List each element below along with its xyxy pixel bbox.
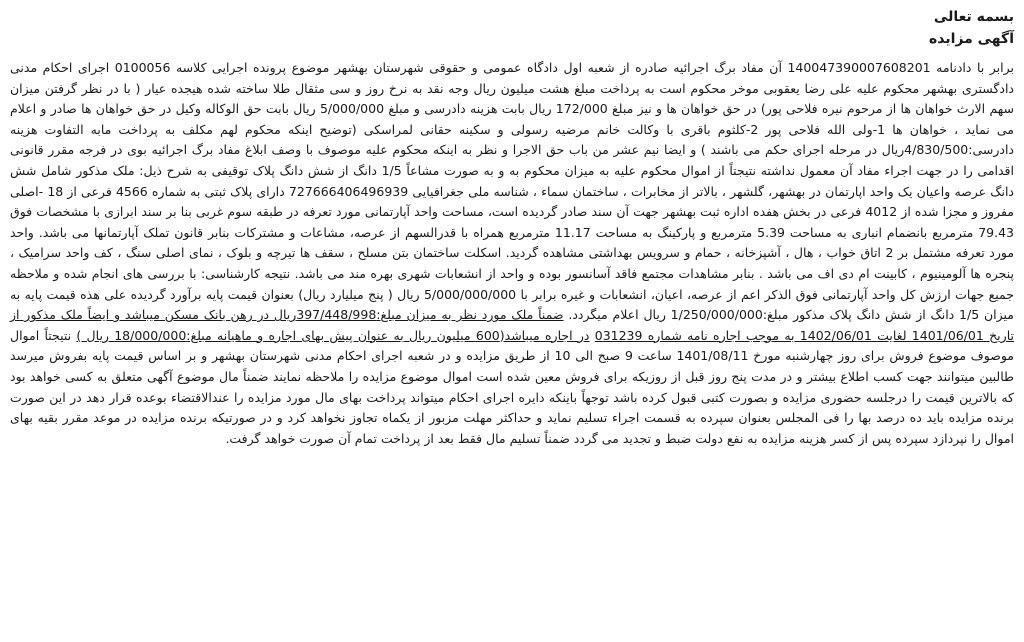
notice-body — [10, 58, 1014, 449]
invocation-heading: بسمه تعالی — [933, 9, 1014, 25]
notice-title: آگهی مزایده — [928, 31, 1014, 47]
body-part-1: برابر با دادنامه 140047390007608201 آن مفاد برگ اجرائیه صادره از شعبه اول دادگاه عمومی و حقوقی شهرستان بهشهر موضوع پرونده اجرایی کلاسه 0100056 اجرای احکام مدنی دادگستری بهشهر محکوم علیه علی رضا یعقوبی موخر محکوم است به پرداخت مبلغ هشت میلیون ریال وجه نقد به نرخ روز و سی مثقال طلا ساخته شده هیجده عیار ( با در نظر گرفتن میزان سهم الارث خواهان ها از مرحوم نیره فلاحی پور) در حق خواهان ها و نیز مبلغ 172/000 ریال بابت هزینه دادرسی و مبلغ 5/000/000 ریال بابت حق الوکاله وکیل در حق خواهان ها صادر و اعلام می نماید ، خواهان ها 1-ولی الله فلاحی پور 2-کلثوم باقری با وکالت خانم مرضیه رسولی و سکینه حقانی لمراسکی (توضیح اینکه محکوم لهم مکلف به پرداخت مابه التفاوت هزینه دادرسی:4/830/500ریال در مرحله اجرای حکم می باشند ) و ایضا نیم عشر من باب حق الاجرا و نظر به اینکه محکوم علیه موصوف با وصف ابلاغ مفاد برگ اجرائیه بوی در فرجه مقرر قانونی اقدامی را در جهت اجراء مفاد آن معمول نداشته نتیجتاً از اموال محکوم علیه به میزان محکوم به و به صورت مشاعاً 1/5 دانگ از شش دانگ پلاک توقیفی به شرح ذیل: ملک مذکور شامل شش دانگ عرصه واعیان یک واحد اپارتمان در بهشهر، گلشهر ، بالاتر از مخابرات ، ساختمان سماء ، شناسه ملی جغرافیایی 727666406496939 دارای پلاک ثبتی به شماره 4566 فرعی از 18 -اصلی مفروز و مجزا شده از 4012 فرعی در بخش هفده اداره ثبت بهشهر جهت آن سند صادر گردیده است، مساحت واحد آپارتمانی مورد تعرفه در طبقه سوم غربی بنا بر سند ابرازی با مشخصات فوق 79.43 مترمربع بانضمام انباری به مساحت 5.39 مترمربع و پارکینگ به مساحت 11.17 مترمربع همراه با قدرالسهم از عرصه، مشاعات و مشترکات بنابر قانون تملک آپارتمانها می باشد. واحد مورد تعرفه مشتمل بر 2 اتاق خواب ، هال ، آشپزخانه ، حمام و سرویس بهداشتی مشاهده گردید. اسکلت ساختمان بتن مسلح ، سقف ها تیرچه و بلوک ، نمای اصلی سنگ ، کف واحد سرامیک ، پنجره ها آلومینیوم ، کابینت ام دی اف می باشد . بنابر مشاهدات مجتمع فاقد آسانسور بوده و واحد از انشعابات شهری بهره مند می باشد. نتیجه کارشناسی: با بررسی های انجام شده و ملاحظه جمیع جهات ارزش کل واحد آپارتمانی فوق الذکر اعم از عرصه، اعیان، انشعابات و غیره برابر با 5/000/000/000 ریال ( پنج میلیارد ریال) بعنوان قیمت پایه برآورد گردیده علی هذه قیمت پایه به میزان 1/5 دانگ از شش دانگ پلاک مذکور مبلغ:1/250/000/000 ریال اعلام میگردد. — [10, 60, 1015, 323]
mortgage-lease-clause: ضمناً ملک مورد نظر به میزان مبلغ:397/448/998ریال در رهن بانک مسکن میباشد و ایضاً ملک مذکور از تاریخ 1401/06/01 لغایت 1402/06/01 به موجب اجاره نامه شماره 031239 — [10, 307, 1014, 343]
auction-terms: نتیجتاً اموال موصوف موضوع فروش برای روز چهارشنبه مورخ 1401/08/11 ساعت 9 صبح الی 10 از طریق مزایده و در شعبه اجرای احکام مدنی شهرستان بهشهر و بر اساس قیمت پایه بفروش میرسد طالبین میتوانند جهت کسب اطلاع بیشتر و در مدت پنج روز قبل از روزیکه برای فروش معین شده است اموال موضوع مزایده را ملاحظه نمایند ضمناً مال موضوع آگهی متعلق به کسی خواهد بود که بالاترین قیمت را درجلسه حضوری مزایده و بصورت کتبی قبول کرده باشد توجهاً باینکه دایره اجرای احکام میتواند پرداخت بهای مال مورد مزایده را عندالاقتضاء بوعده قرار دهد در این صورت برنده مزایده باید ده درصد بها را فی المجلس بعنوان سپرده به قسمت اجراء تسلیم نماید و حداکثر مهلت مزبور از یکماه تجاوز نخواهد کرد و در صورتیکه برنده مزایده در موعد مقرر بقیه بهای اموال را نپردازد سپرده پس از کسر هزینه مزایده به نفع دولت ضبط و تجدید می گردد ضمناً تسلیم مال فقط بعد از پرداخت تمام آن صورت خواهد گرفت. — [10, 327, 1014, 446]
lease-terms: در اجاره میباشد(600 میلیون ریال به عنوان پیش بهای اجاره و ماهیانه مبلغ:18/000/000 ریال ) — [76, 327, 590, 343]
